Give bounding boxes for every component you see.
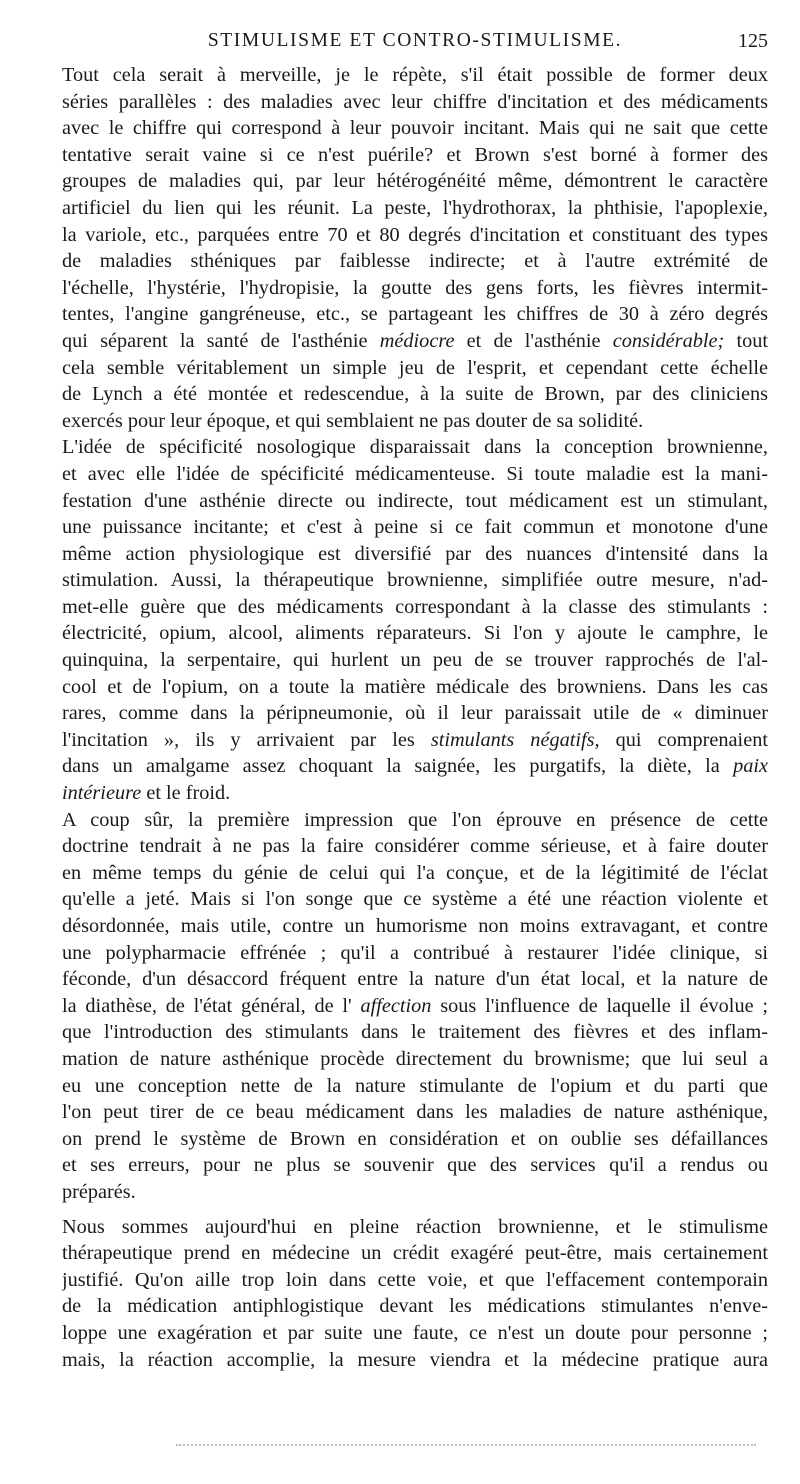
text-line <box>62 1293 768 1320</box>
text-line <box>62 89 768 116</box>
line-text: mais, la réaction accomplie, la mesure viendra et la médecine pratique aura <box>62 1348 768 1371</box>
line-text: groupes de maladies qui, par leur hétérogénéité même, démontrent le caractère <box>62 170 768 193</box>
line-text: quinquina, la serpentaire, qui hurlent un peu de se trouver rapprochés de l'al- <box>62 649 768 672</box>
line-text: sous l'influence de laquelle il évolue ; <box>440 994 768 1017</box>
line-text: une puissance incitante; et c'est à peine si ce fait commun et monotone d'une <box>62 516 768 539</box>
line-text: de Lynch a été montée et redescendue, à la suite de Brown, par des cliniciens <box>62 383 768 406</box>
text-line <box>62 620 768 647</box>
line-text: et le froid. <box>146 782 231 805</box>
line-text: artificiel du lien qui les réunit. La peste, l'hydrothorax, la phthisie, l'apoplexie, <box>62 196 768 219</box>
text-line <box>62 275 768 302</box>
line-text: et avec elle l'idée de spécificité médicamenteuse. Si toute maladie est la mani- <box>62 462 768 485</box>
line-text: même action physiologique est diversifié par des nuances d'intensité dans la <box>62 542 768 565</box>
running-title: STIMULISME ET CONTRO-STIMULISME. <box>207 30 623 51</box>
text-line <box>62 434 768 461</box>
line-text: l'on peut tirer de ce beau médicament dans les maladies de nature asthénique, <box>62 1101 768 1124</box>
text-line <box>62 355 768 382</box>
line-text: justifié. Qu'on aille trop loin dans cette voie, et que l'effacement contemporain <box>62 1268 768 1291</box>
line-text: électricité, opium, alcool, aliments réparateurs. Si l'on y ajoute le camphre, le <box>62 622 768 645</box>
line-text: la variole, etc., parquées entre 70 et 80 degrés d'incitation et constituant des types <box>62 223 768 246</box>
line-text: une polypharmacie effrénée ; qu'il a contribué à restaurer l'idée clinique, si <box>62 941 768 964</box>
running-head <box>62 30 768 56</box>
italic-text: paix <box>733 755 768 778</box>
line-text: tout <box>736 329 768 352</box>
line-text: exercés pour leur époque, et qui semblaient ne pas douter de sa solidité. <box>62 409 644 432</box>
line-text: préparés. <box>62 1180 136 1203</box>
line-text: et ses erreurs, pour ne plus se souvenir que des services qu'il a rendus ou <box>62 1154 768 1177</box>
line-text: tentes, l'angine gangréneuse, etc., se partageant les chiffres de 30 à zéro degrés <box>62 303 768 326</box>
footer-rule <box>176 1444 756 1446</box>
line-text: doctrine tendrait à ne pas la faire considérer comme sérieuse, et à faire douter <box>62 835 768 858</box>
line-text: loppe une exagération et par suite une faute, ce n'est un doute pour personne ; <box>62 1321 768 1344</box>
line-text: L'idée de spécificité nosologique disparaissait dans la conception brownienne, <box>62 436 768 459</box>
text-line <box>62 674 768 701</box>
text-line <box>62 1099 768 1126</box>
text-line <box>62 514 768 541</box>
text-line <box>62 168 768 195</box>
line-text: tentative serait vaine si ce n'est puérile? et Brown s'est borné à former des <box>62 143 768 166</box>
line-text: la diathèse, de l'état général, de l' <box>62 994 352 1017</box>
line-text: eu une conception nette de la nature stimulante de l'opium et du parti que <box>62 1074 768 1097</box>
line-text: avec le chiffre qui correspond à leur pouvoir incitant. Mais qui ne sait que cette <box>62 117 768 140</box>
text-line <box>62 594 768 621</box>
line-text: l'incitation », ils y arrivaient par les <box>62 728 415 751</box>
line-text: qui séparent la santé de l'asthénie <box>62 329 368 352</box>
text-line <box>62 1179 768 1206</box>
text-line <box>62 1240 768 1267</box>
text-line <box>62 966 768 993</box>
text-line <box>62 807 768 834</box>
line-text: qui comprenaient <box>615 728 768 751</box>
line-text: on prend le système de Brown en considération et on oublie ses défaillances <box>62 1127 768 1150</box>
italic-text: intérieure <box>62 782 142 805</box>
italic-text: stimulants négatifs, <box>430 728 600 751</box>
line-text: dans un amalgame assez choquant la saignée, les purgatifs, la diète, la <box>62 755 720 778</box>
line-text: l'échelle, l'hystérie, l'hydropisie, la goutte des gens forts, les fièvres intermit- <box>62 276 768 299</box>
line-text: en même temps du génie de celui qui l'a conçue, et de la légitimité de l'éclat <box>62 861 768 884</box>
line-text: A coup sûr, la première impression que l'on éprouve en présence de cette <box>62 808 768 831</box>
line-text: Tout cela serait à merveille, je le répète, s'il était possible de former deux <box>62 64 768 86</box>
body-text <box>62 62 768 1373</box>
line-text: met-elle guère que des médicaments correspondant à la classe des stimulants : <box>62 595 768 618</box>
text-line <box>62 753 768 780</box>
line-text: féconde, d'un désaccord fréquent entre la nature d'un état local, et la nature de <box>62 968 768 991</box>
text-line <box>62 780 768 807</box>
text-line <box>62 993 768 1020</box>
text-line <box>62 1267 768 1294</box>
text-line <box>62 727 768 754</box>
line-text: cool et de l'opium, on a toute la matière médicale des browniens. Dans les cas <box>62 675 768 698</box>
text-line <box>62 222 768 249</box>
line-text: qu'elle a jeté. Mais si l'on songe que ce système a été une réaction violente et <box>62 888 768 911</box>
text-line <box>62 408 768 435</box>
text-line <box>62 647 768 674</box>
line-text: stimulation. Aussi, la thérapeutique brownienne, simplifiée outre mesure, n'ad- <box>62 569 768 592</box>
line-text: séries parallèles : des maladies avec leur chiffre d'incitation et des médicaments <box>62 90 768 113</box>
text-line <box>62 541 768 568</box>
text-line <box>62 1347 768 1374</box>
text-line <box>62 461 768 488</box>
text-line <box>62 1320 768 1347</box>
text-line <box>62 301 768 328</box>
text-line <box>62 115 768 142</box>
line-text: thérapeutique prend en médecine un crédit exagéré peut-être, mais certainement <box>62 1242 768 1265</box>
text-line <box>62 142 768 169</box>
text-line <box>62 381 768 408</box>
line-text: rares, comme dans la péripneumonie, où il leur paraissait utile de « diminuer <box>62 702 768 725</box>
line-text: Nous sommes aujourd'hui en pleine réaction brownienne, et le stimulisme <box>62 1215 768 1238</box>
line-text: de la médication antiphlogistique devant les médications stimulantes n'enve- <box>62 1295 768 1318</box>
text-line <box>62 195 768 222</box>
text-line <box>62 567 768 594</box>
page-number: 125 <box>738 30 768 52</box>
line-text: désordonnée, mais utile, contre un humorisme non moins extravagant, et contre <box>62 915 768 937</box>
line-text: cela semble véritablement un simple jeu de l'esprit, et cependant cette échelle <box>62 356 768 379</box>
text-line <box>62 940 768 967</box>
text-line <box>62 328 768 355</box>
text-line <box>62 1152 768 1179</box>
text-line <box>62 860 768 887</box>
line-text: mation de nature asthénique procède directement du brownisme; que lui seul a <box>62 1047 768 1070</box>
line-text: et de l'asthénie <box>466 329 601 352</box>
line-text: de maladies sthéniques par faiblesse indirecte; et à l'autre extrémité de <box>62 250 768 273</box>
italic-text: affection <box>360 994 432 1017</box>
text-line <box>62 248 768 275</box>
italic-text: considérable; <box>612 329 725 352</box>
italic-text: médiocre <box>379 329 455 352</box>
text-line <box>62 833 768 860</box>
text-line <box>62 1214 768 1241</box>
text-line <box>62 1019 768 1046</box>
text-line <box>62 700 768 727</box>
text-line <box>62 1073 768 1100</box>
text-line <box>62 488 768 515</box>
text-line <box>62 913 768 940</box>
text-line <box>62 1046 768 1073</box>
text-line <box>62 62 768 89</box>
text-line <box>62 886 768 913</box>
text-line <box>62 1126 768 1153</box>
line-text: festation d'une asthénie directe ou indirecte, tout médicament est un stimulant, <box>62 489 768 512</box>
line-text: que l'introduction des stimulants dans le traitement des fièvres et des inflam- <box>62 1021 768 1044</box>
